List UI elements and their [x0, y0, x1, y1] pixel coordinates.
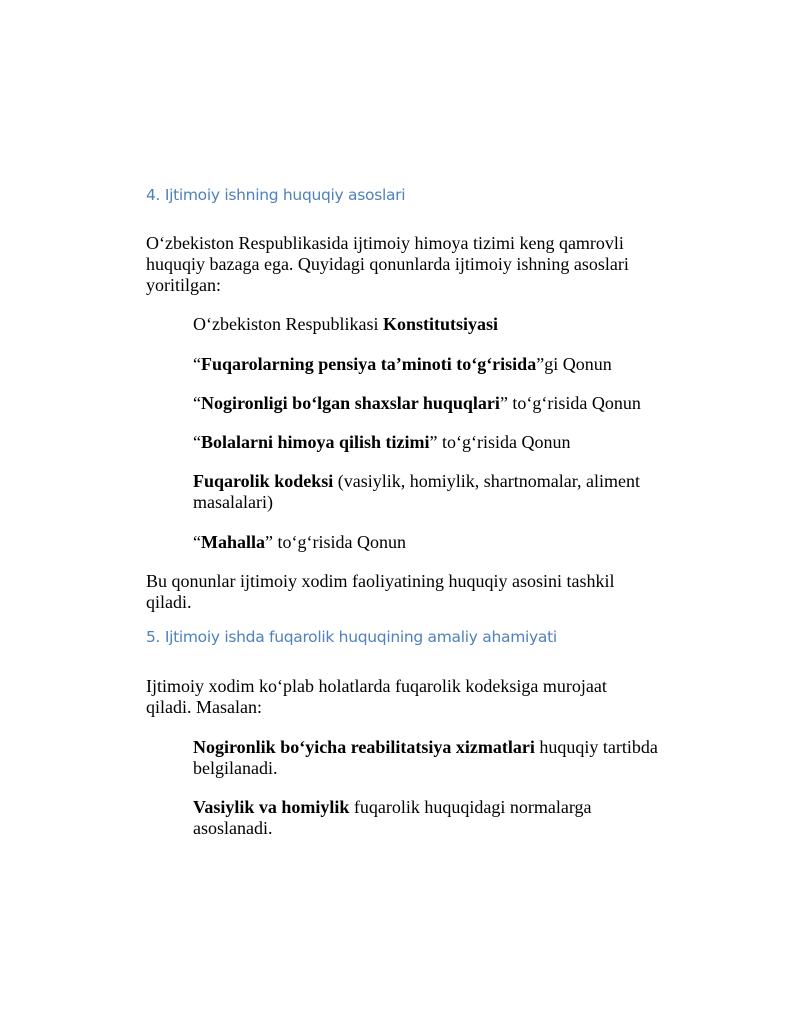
section-5-intro: Ijtimoiy xodim ko‘plab holatlarda fuqarolik kodeksiga murojaat qiladi. Masalan: [146, 676, 607, 717]
list-item: “Bolalarni himoya qilish tizimi” to‘g‘risida Qonun [193, 432, 571, 452]
section-5-heading: 5. Ijtimoiy ishda fuqarolik huquqining amaliy ahamiyati [146, 628, 557, 646]
section-4-intro: O‘zbekiston Respublikasida ijtimoiy himoya tizimi keng qamrovli huquqiy bazaga ega. Quyidagi qonunlarda ijtimoiy ishning asoslari yoritilgan: [146, 233, 629, 295]
list-item: O‘zbekiston Respublikasi Konstitutsiyasi [193, 314, 499, 334]
list-item: Fuqarolik kodeksi (vasiylik, homiylik, shartnomalar, aliment masalalari) [193, 471, 640, 512]
list-item: Nogironlik bo‘yicha reabilitatsiya xizmatlari huquqiy tartibda belgilanadi. [193, 737, 658, 778]
section-4-heading: 4. Ijtimoiy ishning huquqiy asoslari [146, 186, 406, 204]
section-4-conclusion: Bu qonunlar ijtimoiy xodim faoliyatining huquqiy asosini tashkil qiladi. [146, 571, 615, 612]
list-item: “Mahalla” to‘g‘risida Qonun [193, 532, 406, 552]
list-item: “Nogironligi bo‘lgan shaxslar huquqlari” to‘g‘risida Qonun [193, 393, 641, 413]
list-item: Vasiylik va homiylik fuqarolik huquqidagi normalarga asoslanadi. [193, 797, 592, 838]
list-item: “Fuqarolarning pensiya ta’minoti to‘g‘risida”gi Qonun [193, 354, 612, 374]
